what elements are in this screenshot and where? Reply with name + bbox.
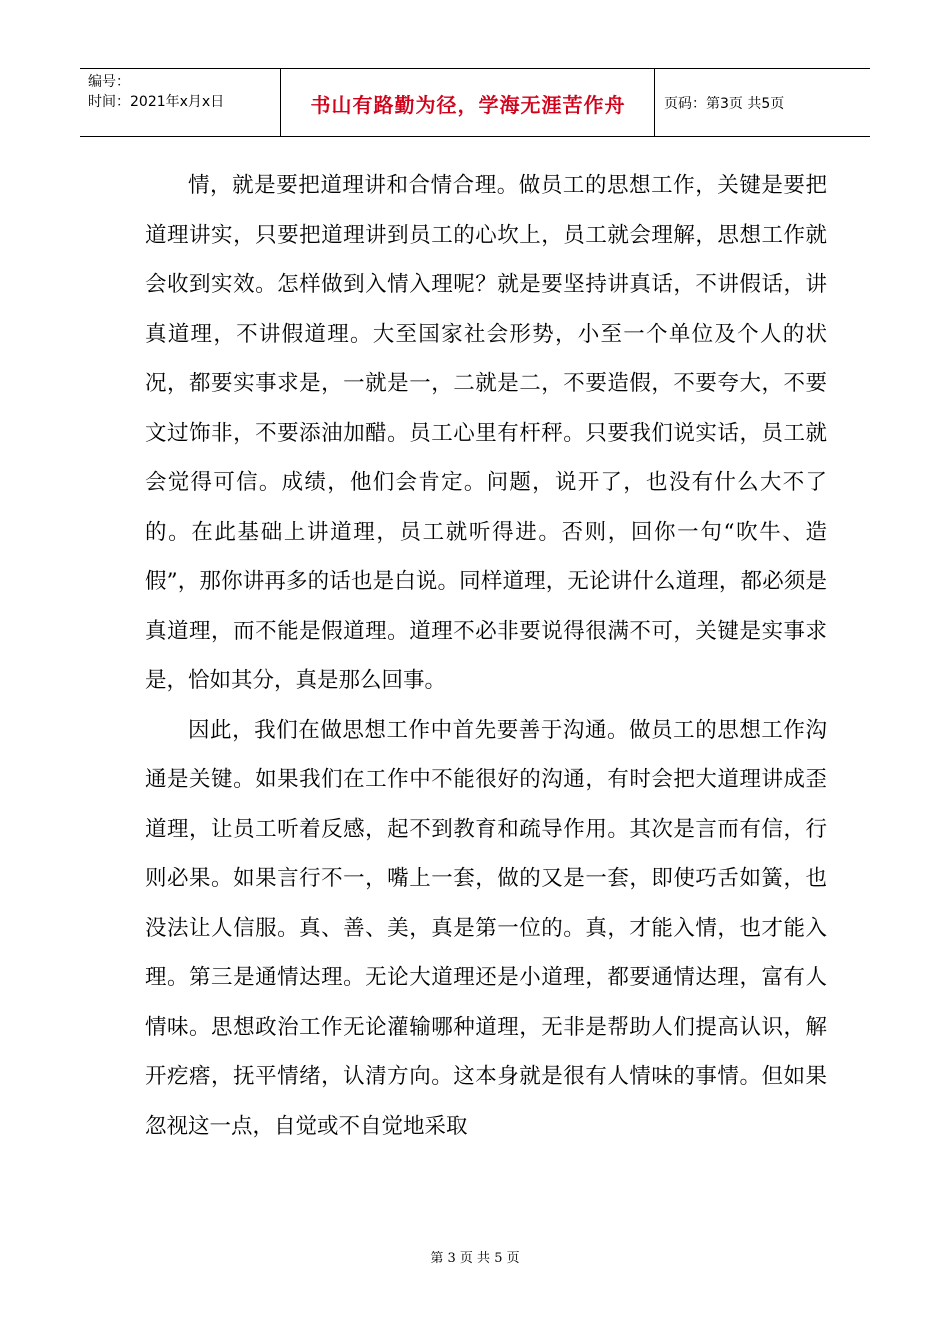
- header-meta: [88, 72, 278, 112]
- paragraph-1: 情，就是要把道理讲和合情合理。做员工的思想工作，关键是要把道理讲实，只要把道理讲到员工的心坎上，员工就会理解，思想工作就会收到实效。怎样做到入情入理呢？就是要坚持讲真话，不讲假话，讲真道理，不讲假道理。大至国家社会形势，小至一个单位及个人的状况，都要实事求是，一就是一，二就是二，不要造假，不要夸大，不要文过饰非，不要添油加醋。员工心里有杆秤。只要我们说实话，员工就会觉得可信。成绩，他们会肯定。问题，说开了，也没有什么大不了的。在此基础上讲道理，员工就听得进。否则，回你一句“吹牛、造假”，那你讲再多的话也是白说。同样道理，无论讲什么道理，都必须是真道理，而不能是假道理。道理不必非要说得很满不可，关键是实事求是，恰如其分，真是那么回事。: [145, 173, 827, 693]
- page-footer: 第 3 页 共 5 页: [430, 1251, 520, 1266]
- header-divider-right: [654, 68, 655, 137]
- header-top-rule: [80, 68, 870, 69]
- header-page-info: 页码：第3页 共5页: [664, 96, 785, 112]
- document-date-label: 时间：2021年x月x日: [88, 94, 225, 110]
- document-number-label: 编号：: [88, 74, 130, 90]
- paragraph-2: 因此，我们在做思想工作中首先要善于沟通。做员工的思想工作沟通是关键。如果我们在工作中不能很好的沟通，有时会把大道理讲成歪道理，让员工听着反感，起不到教育和疏导作用。其次是言而有信，行则必果。如果言行不一，嘴上一套，做的又是一套，即使巧舌如簧，也没法让人信服。真、善、美，真是第一位的。真，才能入情，也才能入理。第三是通情达理。无论大道理还是小道理，都要通情达理，富有人情味。思想政治工作无论灌输哪种道理，无非是帮助人们提高认识，解开疙瘩，抚平情绪，认清方向。这本身就是很有人情味的事情。但如果忽视这一点，自觉或不自觉地采取: [145, 717, 827, 1139]
- header-divider-left: [280, 68, 281, 137]
- header-bottom-rule: [80, 136, 870, 137]
- header-motto: 书山有路勤为径，学海无涯苦作舟: [310, 92, 626, 117]
- document-body: [145, 161, 827, 1151]
